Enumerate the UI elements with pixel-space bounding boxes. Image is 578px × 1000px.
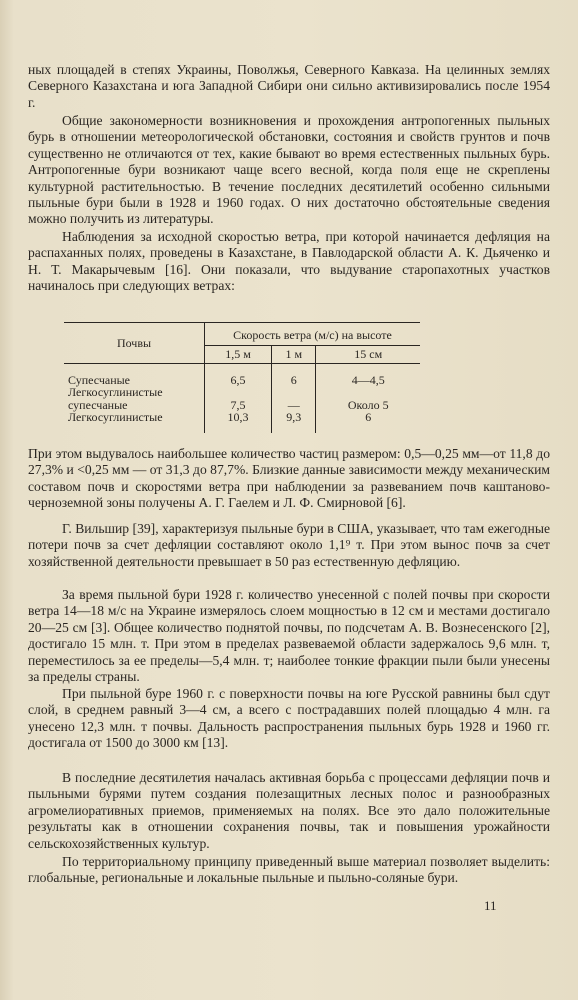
page-number: 11 — [484, 898, 497, 913]
paragraph-9-text: По территориальному принципу приведенный выше материал позволяет выделить: глобальные, региональные и локальные пыльные и пыльно-соляные бури. — [28, 854, 550, 886]
table-cell-value: — — [272, 399, 316, 411]
paragraph-7-text: При пыльной буре 1960 г. с поверхности почвы на юге Русской равнины был сдут слой, в среднем равный 3—4 см, а всего с пострадавших полей площадью 4 млн. га унесено 12,3 млн. т почвы. Дальность распространения пыльных бурь 1928 и 1960 гг. достигала от 1500 до 3000 км [13]. — [28, 686, 550, 751]
table-cell-value: 6 — [316, 411, 420, 423]
paragraph-8 — [28, 770, 550, 852]
table-cell-value — [205, 386, 272, 398]
paragraph-9 — [28, 854, 550, 887]
table-cell-value: 6,5 — [205, 374, 272, 386]
table-cell-soil: Легкосуглинистые — [68, 385, 163, 400]
table-cell-soil: Супесчаные — [68, 372, 131, 387]
paragraph-2-text: Общие закономерности возникновения и прохождения антропогенных пыльных бурь в отношении метеорологической обстановки, состояния и свойств грунтов и почв существенно не отличаются от тех, какие бывают во время естественных пыльных бурь. Антропогенные бури возникают чаще всего весной, когда поля еще не скреплены культурной растительностью. В течение последних десятилетий особенно сильными пыльные бури были в 1928 и 1960 годах. О них достаточно обстоятельные сведения можно получить из литературы. — [28, 113, 550, 227]
table-cell-value — [316, 386, 420, 398]
table-cell-value: 4—4,5 — [316, 374, 420, 386]
table-cell-value: 7,5 — [205, 399, 272, 411]
table-row — [64, 411, 420, 423]
table-cell-value: 10,3 — [205, 411, 272, 423]
paragraph-6 — [28, 587, 550, 685]
paragraph-3 — [28, 229, 550, 295]
wind-speed-table — [64, 322, 420, 433]
paragraph-4: При этом выдувалось наибольшее количество частиц размером: 0,5—0,25 мм—от 11,8 до 27,3% и <0,25 мм — от 31,3 до 87,7%. Близкие данные зависимости между механическим составом почв и скоростями ветра при наблюдении за развеванием почв каштаново-черноземной зоны получены А. Г. Гаелем и Л. Ф. Смирновой [6]. — [28, 446, 550, 511]
paragraph-5-text: Г. Вильшир [39], характеризуя пыльные бури в США, указывает, что там ежегодные потери почв за счет дефляции составляют около 1,1⁹ т. При этом вынос почв за счет хозяйственной деятельности превышает в 50 раз естественную дефляцию. — [28, 521, 550, 569]
table-header-soils: Почвы — [116, 335, 152, 350]
paragraph-5 — [28, 521, 550, 570]
table-header-height-1: 1,5 м — [205, 346, 272, 363]
table-cell-value: Около 5 — [316, 399, 420, 411]
table-row — [64, 386, 420, 398]
table-header-height-3: 15 см — [316, 346, 420, 363]
table-cell-soil: Легкосуглинистые — [68, 410, 163, 425]
paragraph-2 — [28, 113, 550, 228]
table-header-speed: Скорость ветра (м/с) на высоте — [205, 323, 421, 346]
table-cell-value: 9,3 — [272, 411, 316, 423]
table-header-height-2: 1 м — [272, 346, 316, 363]
table-cell-value: 6 — [272, 374, 316, 386]
paragraph-3-text: Наблюдения за исходной скоростью ветра, при которой начинается дефляция на распаханных полях, проведены в Казахстане, в Павлодарской области А. К. Дьяченко и Н. Т. Макарычевым [16]. Они показали, что выдувание старопахотных участков начиналось при следующих ветрах: — [28, 229, 550, 294]
table-cell-value — [272, 386, 316, 398]
paragraph-8-text: В последние десятилетия началась активная борьба с процессами дефляции почв и пыльными бурями путем создания полезащитных лесных полос и разнообразных агромелиоративных приемов, применяемых на полях. Все это дало положительные результаты как в отношении сохранения почвы, так и повышения урожайности сельскохозяйственных культур. — [28, 770, 550, 851]
paragraph-1: ных площадей в степях Украины, Поволжья, Северного Кавказа. На целинных землях Северного Казахстана и юга Западной Сибири они сильно активизировались после 1954 г. — [28, 62, 550, 110]
table-cell-soil: супесчаные — [68, 397, 128, 412]
paragraph-6-text: За время пыльной бури 1928 г. количество унесенной с полей почвы при скорости ветра 14—18 м/с на Украине измерялось слоем мощностью в 12 см и местами достигало 20—25 см [3]. Общее количество поднятой почвы, по подсчетам А. В. Вознесенского [2], достигало 15 млн. т. При этом в пределах развеваемой области задержалось 9,6 млн. т, переместилось за ее пределы—5,4 млн. т; наиболее тонкие фракции пыли были унесены за пределы страны. — [28, 587, 550, 685]
paragraph-7 — [28, 686, 550, 752]
